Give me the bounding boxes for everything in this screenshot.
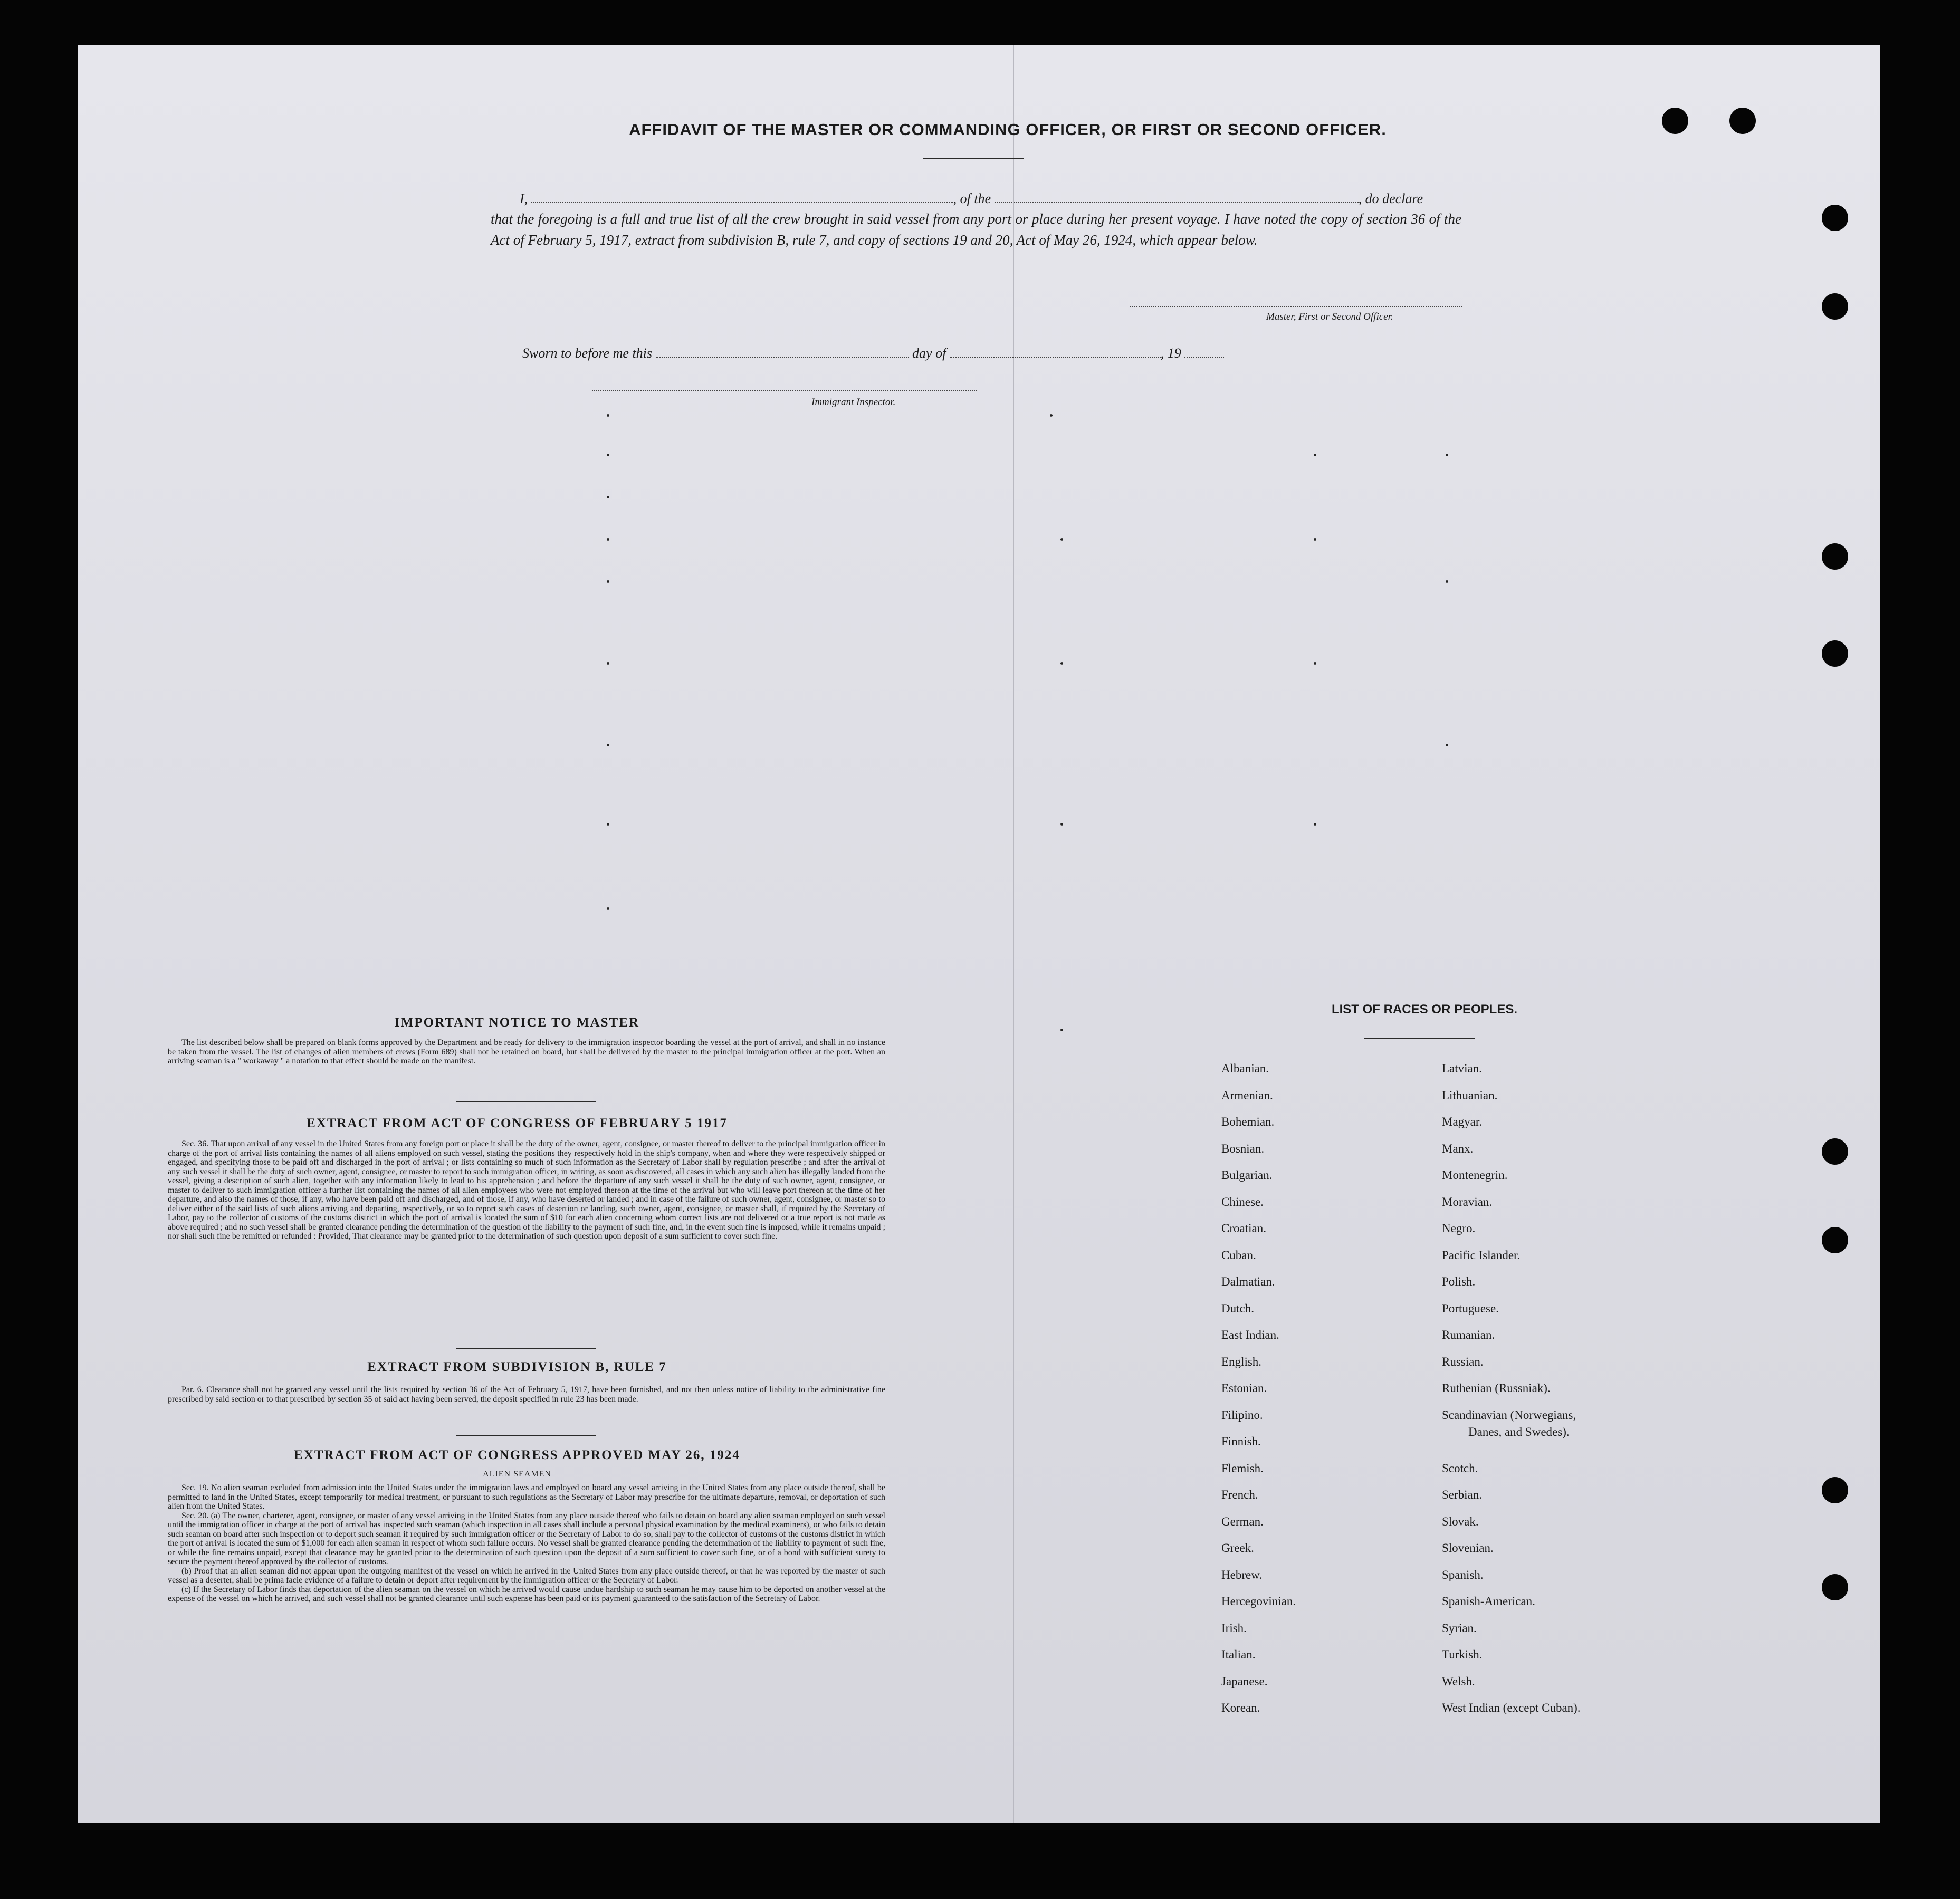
races-list-title: LIST OF RACES OR PEOPLES. bbox=[1331, 1002, 1518, 1016]
race-item: Montenegrin. bbox=[1442, 1168, 1508, 1182]
race-item: East Indian. bbox=[1221, 1328, 1279, 1341]
ruling-dot bbox=[607, 744, 609, 746]
declaration-line bbox=[520, 191, 1423, 207]
signature-line[interactable] bbox=[1130, 306, 1462, 307]
punch-hole bbox=[1822, 1574, 1848, 1600]
race-item: Hercegovinian. bbox=[1221, 1595, 1296, 1608]
extract-1924-heading: EXTRACT FROM ACT OF CONGRESS APPROVED MAY 26, 1924 bbox=[294, 1448, 740, 1462]
page-fold-line bbox=[1013, 45, 1014, 1823]
race-item: Magyar. bbox=[1442, 1115, 1483, 1128]
ruling-dot bbox=[607, 580, 609, 583]
race-item: English. bbox=[1221, 1355, 1262, 1368]
notice-heading: IMPORTANT NOTICE TO MASTER bbox=[395, 1015, 639, 1030]
ruling-dot bbox=[607, 823, 609, 826]
race-item: Portuguese. bbox=[1442, 1301, 1499, 1315]
year-blank[interactable] bbox=[1184, 357, 1224, 358]
ruling-dot bbox=[1314, 823, 1316, 826]
ruling-dot bbox=[1314, 662, 1316, 665]
race-item: Chinese. bbox=[1221, 1195, 1264, 1209]
affidavit-statement: that the foregoing is a full and true list of all the crew brought in said vessel from any port or place during her present voyage. I have noted the copy of section 36 of the Act of February 5, 1917, extract from subdivision B, rule 7, and copy of sections 19 and 20, Act of May 26, 1924, which appear below. bbox=[491, 211, 1461, 248]
race-item: Korean. bbox=[1221, 1701, 1260, 1714]
race-item: Russian. bbox=[1442, 1355, 1484, 1368]
of-the-label: , of the bbox=[953, 191, 991, 206]
race-item: Greek. bbox=[1221, 1541, 1254, 1555]
punch-hole bbox=[1662, 108, 1688, 134]
race-item: Albanian. bbox=[1221, 1062, 1269, 1075]
race-item: Spanish. bbox=[1442, 1568, 1484, 1581]
race-item: Croatian. bbox=[1221, 1222, 1266, 1235]
i-prefix: I, bbox=[520, 191, 528, 206]
section-divider bbox=[456, 1348, 596, 1349]
ruling-dot bbox=[607, 538, 609, 541]
ruling-dot bbox=[1060, 823, 1063, 826]
race-item: Latvian. bbox=[1442, 1062, 1482, 1075]
month-blank[interactable] bbox=[950, 357, 1161, 358]
race-item: French. bbox=[1221, 1488, 1258, 1501]
section-19-paragraph: Sec. 19. No alien seaman excluded from admission into the United States under the immigration laws and employed on board any vessel arriving in the United States from any place outside thereof, shall be permitted to land in the United States, except temporarily for medical treatment, or pursuant to such regulations as the Secretary of Labor may prescribe for the ultimate departure, removal, or deportation of such alien from the United States. bbox=[168, 1483, 885, 1511]
race-item: Scotch. bbox=[1442, 1461, 1478, 1475]
races-title-underline bbox=[1364, 1038, 1475, 1039]
alien-seamen-subheading: ALIEN SEAMEN bbox=[483, 1470, 551, 1479]
section-20c-paragraph: (c) If the Secretary of Labor finds that deportation of the alien seaman on the vessel on which he arrived would cause undue hardship to such seaman he may cause him to be deported on another vessel at the expense of the vessel on which he arrived, and such vessel shall not be granted clearance until such expense has been paid or its payment guaranteed to the satisfaction of the Secretary of Labor. bbox=[168, 1585, 885, 1603]
races-left-column bbox=[1221, 1061, 1296, 1728]
ruling-dot bbox=[1050, 414, 1053, 417]
ruling-dot bbox=[1446, 454, 1448, 456]
extract-1917-heading: EXTRACT FROM ACT OF CONGRESS OF FEBRUARY 5 1917 bbox=[307, 1116, 728, 1130]
race-item: Moravian. bbox=[1442, 1195, 1493, 1209]
ruling-dot bbox=[1060, 1029, 1063, 1031]
race-item: Polish. bbox=[1442, 1275, 1476, 1288]
race-item: Finnish. bbox=[1221, 1435, 1261, 1448]
race-item: Filipino. bbox=[1221, 1408, 1263, 1422]
notice-text bbox=[168, 1038, 885, 1066]
race-item: Slovenian. bbox=[1442, 1541, 1494, 1555]
race-item: Flemish. bbox=[1221, 1461, 1264, 1475]
race-item: West Indian (except Cuban). bbox=[1442, 1701, 1581, 1714]
ruling-dot bbox=[1446, 580, 1448, 583]
inspector-caption: Immigrant Inspector. bbox=[811, 397, 896, 408]
section-36-paragraph: Sec. 36. That upon arrival of any vessel in the United States from any foreign port or place it shall be the duty of the owner, agent, consignee, or master thereof to deliver to the principal immigration officer in charge of the port of arrival lists containing the names of all aliens employed on such vessel, stating the positions they respectively hold in the ship's company, when and where they were respectively shipped or engaged, and specifying those to be paid off and discharged in the port of arrival ; or lists containing so much of such information as the Secretary of Labor shall by regulation prescribe ; and after the arrival of any such vessel it shall be the duty of such owner, agent, consignee, or master to report to such immigration officer, in writing, as soon as discovered, all cases in which any such alien has illegally landed from the vessel, giving a description of such alien, together with any information likely to lead to his apprehension ; and before the departure of any such vessel it shall be the duty of such owner, agent, consignee, or master to deliver to such immigration officer a further list containing the names of all alien employees who were not employed thereon at the time of the arrival but who will leave port thereon at the time of her departure, and also the names of those, if any, who have been paid off and discharged, and of those, if any, who have deserted or landed ; and in case of the failure of such owner, agent, consignee, or master so to deliver either of the said lists of such aliens arriving and departing, respectively, or so to report such cases of desertion or landing, such owner, agent, consignee, or master shall, if required by the Secretary of Labor, pay to the collector of customs of the customs district in which the port of arrival is located the sum of $10 for each alien concerning whom correct lists are not delivered or a true report is not made as above required ; and no such vessel shall be granted clearance pending the determination of the question of the liability to the payment of such fine, and, in the event such fine is imposed, while it remains unpaid ; nor shall such fine be remitted or refunded : Provided, That clearance may be granted prior to the determination of such question upon deposit of a sum sufficient to cover such fine. bbox=[168, 1139, 885, 1241]
extract-1924-text bbox=[168, 1483, 885, 1604]
punch-hole bbox=[1822, 1227, 1848, 1253]
race-item: Manx. bbox=[1442, 1142, 1474, 1155]
punch-hole bbox=[1822, 205, 1848, 231]
race-item: Welsh. bbox=[1442, 1674, 1475, 1688]
ruling-dot bbox=[1060, 538, 1063, 541]
race-item: Pacific Islander. bbox=[1442, 1248, 1521, 1262]
race-item: Hebrew. bbox=[1221, 1568, 1263, 1581]
ruling-dot bbox=[1314, 454, 1316, 456]
punch-hole bbox=[1822, 640, 1848, 667]
do-declare-label: , do declare bbox=[1358, 191, 1423, 206]
day-of-label: day of bbox=[912, 346, 946, 361]
race-item: Irish. bbox=[1221, 1621, 1247, 1635]
ruling-dot bbox=[1446, 744, 1448, 746]
race-item: Lithuanian. bbox=[1442, 1088, 1498, 1102]
paragraph-6: Par. 6. Clearance shall not be granted any vessel until the lists required by section 36 of the Act of February 5, 1917, have been furnished, and not then unless notice of liability to the administrative fine prescribed by said section or to that prescribed by section 35 of said act having been served, the deposit specified in rule 23 has been made. bbox=[168, 1385, 885, 1404]
section-20a-paragraph: Sec. 20. (a) The owner, charterer, agent, consignee, or master of any vessel arriving in the United States from any place outside thereof who fails to detain on board any alien seaman employed on such vessel until the immigration officer in charge at the port of arrival has inspected such seaman (which inspection in all cases shall include a personal physical examination by the medical examiners), or who fails to detain such seaman on board after such inspection or to deport such seaman if required by such immigration officer or the Secretary of Labor to do so, shall pay to the collector of customs of the customs district in which the port of arrival is located the sum of $1,000 for each alien seaman in respect of whom such failure occurs. No vessel shall be granted clearance pending the determination of the liability to payment of such fine, or while the fine remains unpaid, except that clearance may be granted prior to the determination of such question upon the deposit of a sum sufficient to cover such fine, or of a bond with sufficient surety to secure the payment thereof approved by the collector of customs. bbox=[168, 1511, 885, 1566]
name-blank[interactable] bbox=[531, 202, 953, 203]
punch-hole bbox=[1822, 1138, 1848, 1165]
sworn-prefix: Sworn to before me this bbox=[522, 346, 653, 361]
day-blank[interactable] bbox=[656, 357, 909, 358]
race-item: Bulgarian. bbox=[1221, 1168, 1273, 1182]
ruling-dot bbox=[607, 907, 609, 910]
vessel-blank[interactable] bbox=[995, 202, 1359, 203]
race-item: Negro. bbox=[1442, 1222, 1476, 1235]
race-item: Estonian. bbox=[1221, 1382, 1267, 1395]
race-item: Serbian. bbox=[1442, 1488, 1483, 1501]
race-item: German. bbox=[1221, 1514, 1264, 1528]
notice-paragraph: The list described below shall be prepared on blank forms approved by the Department and be ready for delivery to the immigration inspector boarding the vessel at the port of arrival, and shall in no instance be taken from the vessel. The list of changes of alien members of crews (Form 689) shall not be retained on board, but shall be delivered by the master to the principal immigration officer at the port. When an arriving seaman is a " workaway " a notation to that effect should be made on the manifest. bbox=[168, 1038, 885, 1066]
sworn-line bbox=[522, 346, 1224, 361]
race-item: Armenian. bbox=[1221, 1088, 1273, 1102]
race-item: Dalmatian. bbox=[1221, 1275, 1275, 1288]
extract-rule7-heading: EXTRACT FROM SUBDIVISION B, RULE 7 bbox=[367, 1360, 667, 1374]
race-item: Spanish-American. bbox=[1442, 1595, 1535, 1608]
race-item: Italian. bbox=[1221, 1648, 1256, 1661]
race-item: Danes, and Swedes). bbox=[1468, 1425, 1570, 1438]
race-item: Scandinavian (Norwegians, bbox=[1442, 1408, 1576, 1422]
punch-hole bbox=[1822, 293, 1848, 320]
race-item: Turkish. bbox=[1442, 1648, 1483, 1661]
ruling-dot bbox=[1060, 662, 1063, 665]
race-item: Japanese. bbox=[1221, 1674, 1268, 1688]
race-item: Dutch. bbox=[1221, 1301, 1254, 1315]
punch-hole bbox=[1729, 108, 1756, 134]
race-item: Rumanian. bbox=[1442, 1328, 1495, 1341]
races-right-column bbox=[1442, 1061, 1581, 1728]
extract-rule7-text bbox=[168, 1385, 885, 1404]
ruling-dot bbox=[607, 496, 609, 498]
ruling-dot bbox=[607, 454, 609, 456]
punch-hole bbox=[1822, 1477, 1848, 1503]
punch-hole bbox=[1822, 543, 1848, 570]
race-item: Syrian. bbox=[1442, 1621, 1477, 1635]
race-item: Bohemian. bbox=[1221, 1115, 1275, 1128]
race-item: Cuban. bbox=[1221, 1248, 1256, 1262]
section-20b-paragraph: (b) Proof that an alien seaman did not appear upon the outgoing manifest of the vessel on which he arrived in the United States from any place outside thereof, or that he was reported by the master of such vessel as a deserter, shall be prima facie evidence of a failure to detain or deport after requirement by the immigration officer or the Secretary of Labor. bbox=[168, 1566, 885, 1585]
race-item: Slovak. bbox=[1442, 1514, 1479, 1528]
inspector-signature-line[interactable] bbox=[592, 390, 977, 391]
extract-1917-text bbox=[168, 1139, 885, 1241]
ruling-dot bbox=[1314, 538, 1316, 541]
race-item: Bosnian. bbox=[1221, 1142, 1265, 1155]
year-prefix: , 19 bbox=[1160, 346, 1181, 361]
ruling-dot bbox=[607, 662, 609, 665]
section-divider bbox=[456, 1101, 596, 1102]
ruling-dot bbox=[607, 414, 609, 417]
signature-caption: Master, First or Second Officer. bbox=[1266, 311, 1393, 322]
section-divider bbox=[456, 1435, 596, 1436]
affidavit-title: AFFIDAVIT OF THE MASTER OR COMMANDING OFFICER, OR FIRST OR SECOND OFFICER. bbox=[629, 120, 1387, 139]
title-underline bbox=[923, 158, 1024, 159]
race-item: Ruthenian (Russniak). bbox=[1442, 1382, 1551, 1395]
